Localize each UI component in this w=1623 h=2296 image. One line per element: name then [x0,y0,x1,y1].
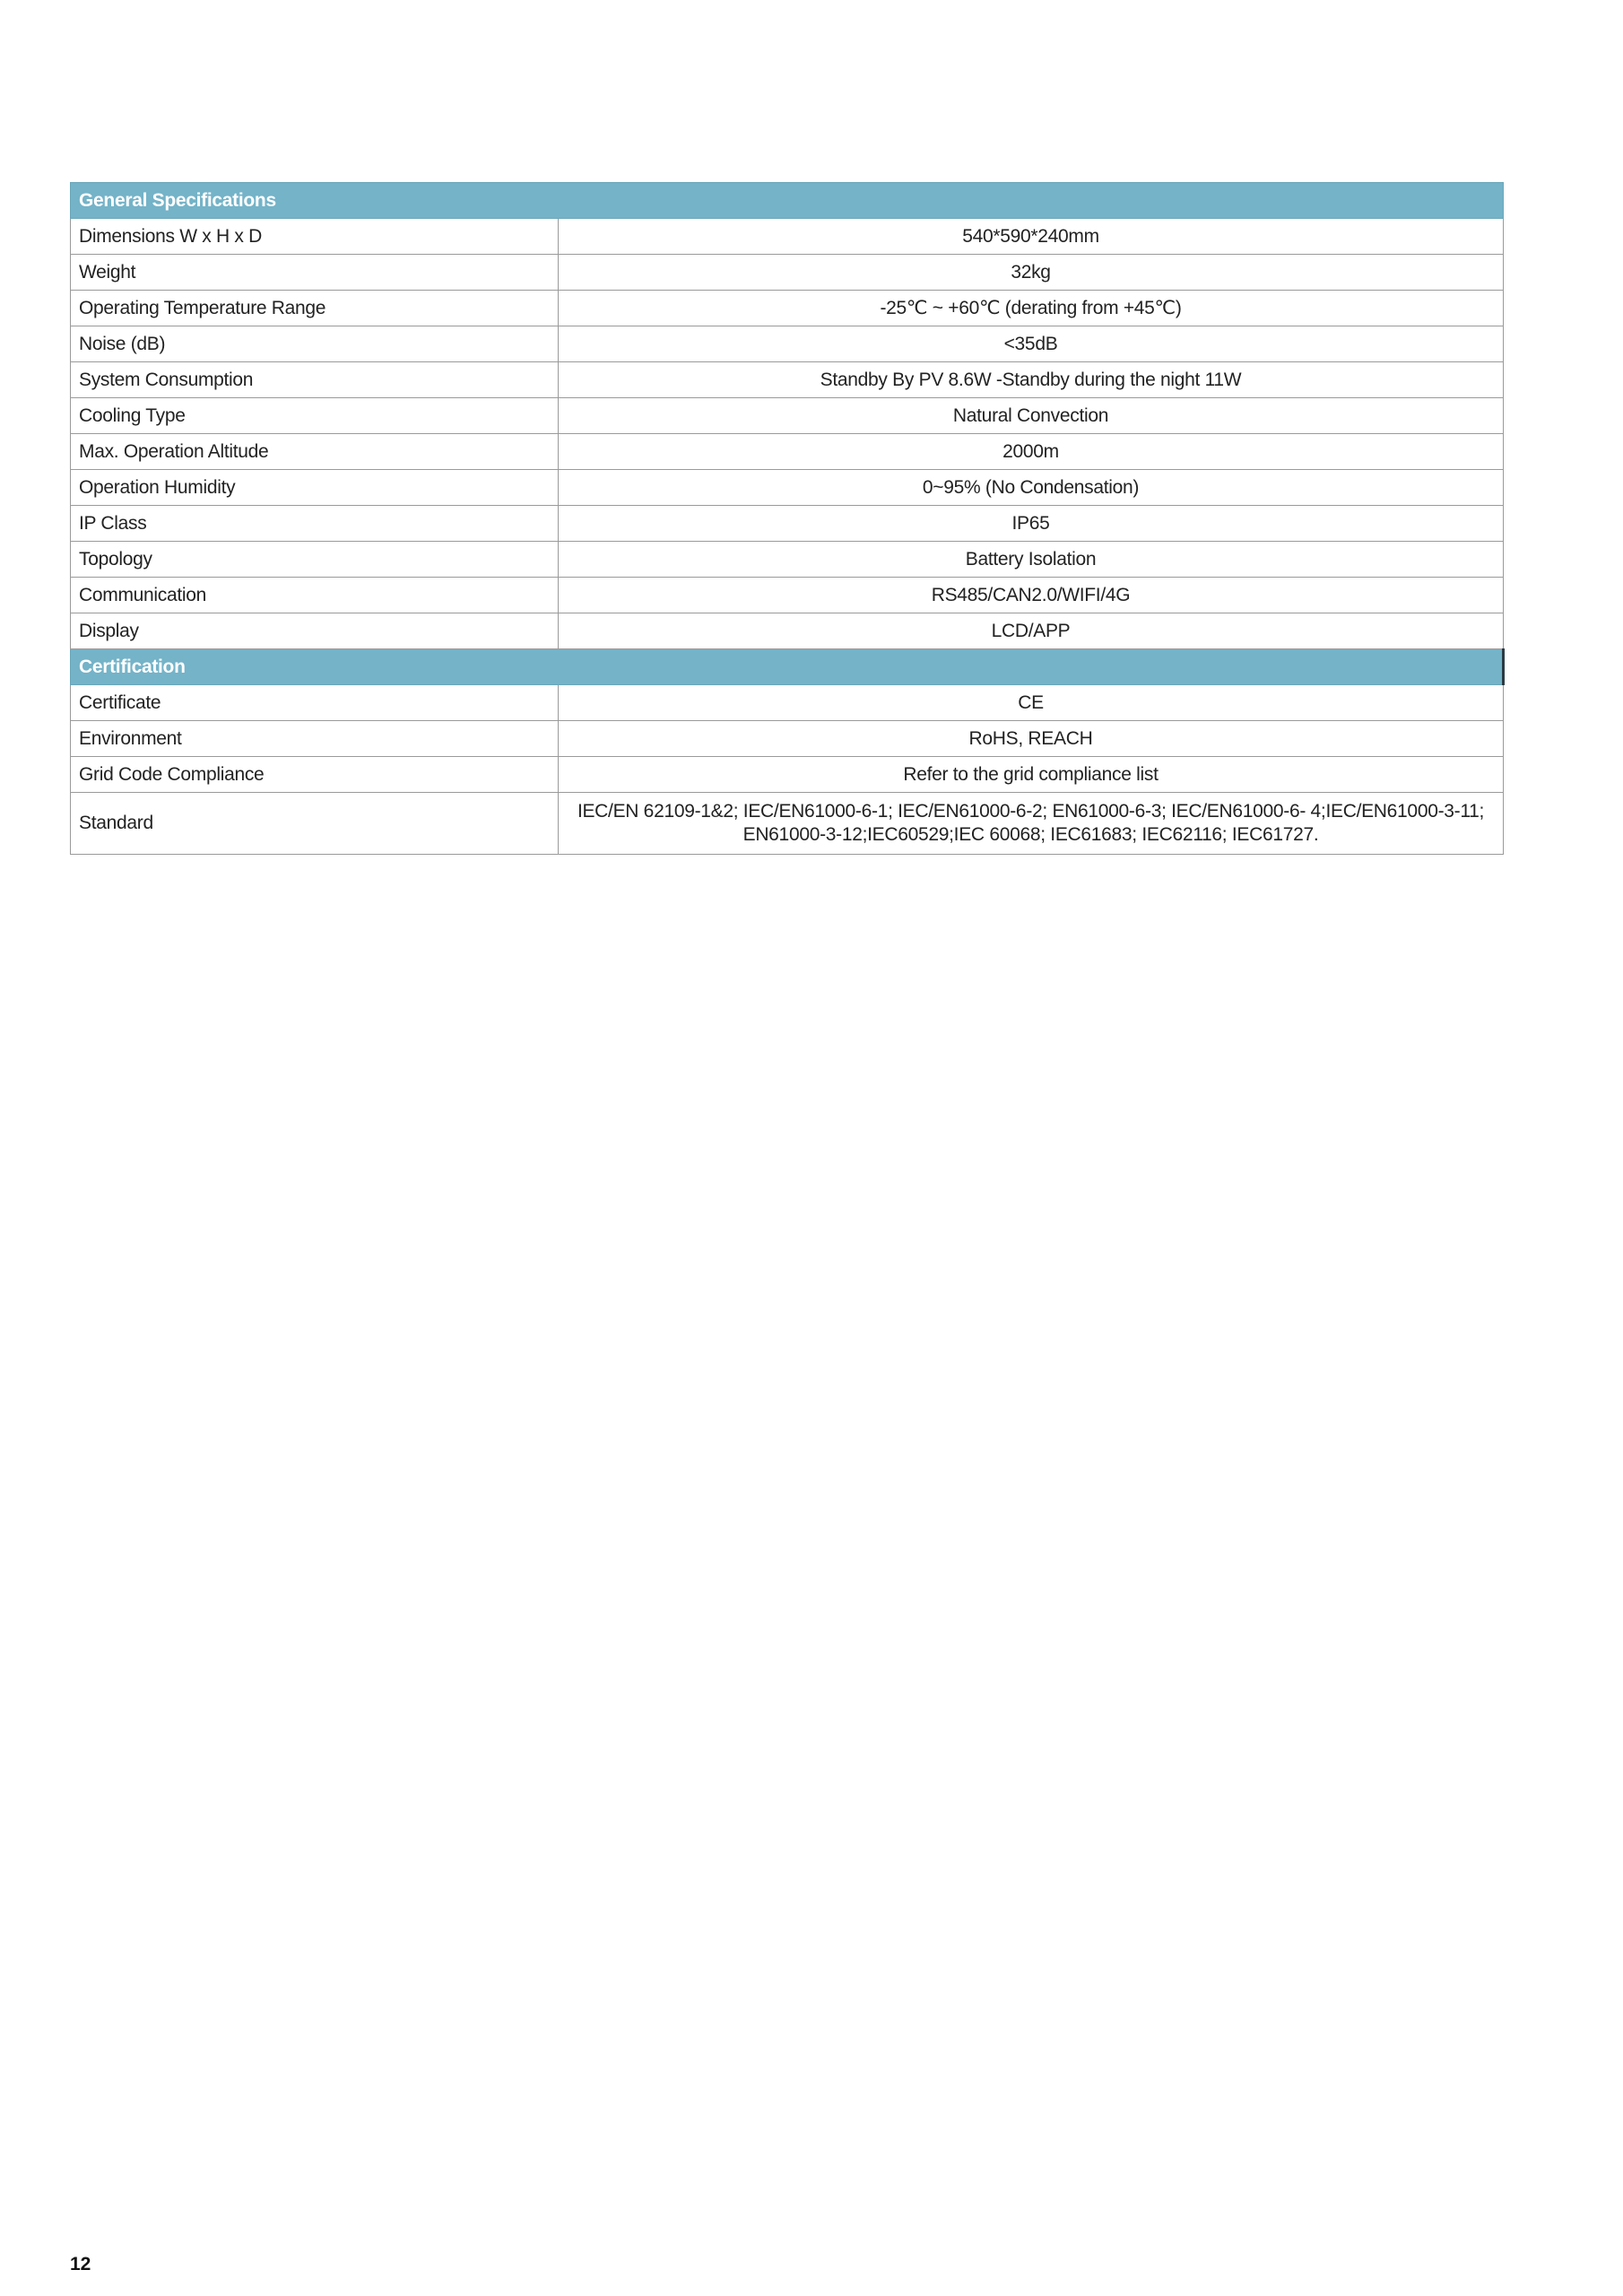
spec-row [71,362,1504,398]
standard-line-1: IEC/EN 62109-1&2; IEC/EN61000-6-1; IEC/EN61000-6-2; EN61000-6-3; IEC/EN61000-6- 4;IEC/EN61000-3-11; [577,801,1485,822]
specifications-table [70,182,1505,855]
spec-row [71,506,1504,542]
spec-value: CE [559,685,1504,721]
spec-label: Noise (dB) [71,326,559,362]
spec-row [71,434,1504,470]
spec-label: IP Class [71,506,559,542]
spec-row [71,255,1504,291]
spec-label: Operating Temperature Range [71,291,559,326]
section-header-certification [71,649,1504,685]
spec-value: 32kg [559,255,1504,291]
section-title: Certification [71,649,1504,685]
spec-label: Topology [71,542,559,578]
spec-value [559,793,1504,855]
spec-value: -25℃ ~ +60℃ (derating from +45℃) [559,291,1504,326]
spec-row [71,219,1504,255]
page-number: 12 [70,2254,91,2274]
spec-value: Battery Isolation [559,542,1504,578]
section-header-general [71,183,1504,219]
spec-value: Refer to the grid compliance list [559,757,1504,793]
spec-row [71,398,1504,434]
spec-row [71,578,1504,613]
spec-value: 0~95% (No Condensation) [559,470,1504,506]
spec-value: RS485/CAN2.0/WIFI/4G [559,578,1504,613]
spec-row [71,470,1504,506]
spec-label: Communication [71,578,559,613]
spec-label: Standard [71,793,559,855]
spec-label: Operation Humidity [71,470,559,506]
spec-label: System Consumption [71,362,559,398]
spec-value: Standby By PV 8.6W -Standby during the night 11W [559,362,1504,398]
spec-row [71,326,1504,362]
spec-value: Natural Convection [559,398,1504,434]
spec-label: Max. Operation Altitude [71,434,559,470]
spec-row [71,793,1504,855]
spec-label: Display [71,613,559,649]
spec-value: 540*590*240mm [559,219,1504,255]
spec-row [71,291,1504,326]
spec-row [71,685,1504,721]
spec-label: Environment [71,721,559,757]
spec-label: Dimensions W x H x D [71,219,559,255]
spec-label: Weight [71,255,559,291]
standard-line-2: EN61000-3-12;IEC60529;IEC 60068; IEC61683; IEC62116; IEC61727. [742,824,1319,845]
spec-row [71,721,1504,757]
section-title: General Specifications [71,183,1504,219]
spec-row [71,757,1504,793]
spec-value: RoHS, REACH [559,721,1504,757]
spec-value: LCD/APP [559,613,1504,649]
spec-label: Cooling Type [71,398,559,434]
spec-label: Certificate [71,685,559,721]
spec-label: Grid Code Compliance [71,757,559,793]
spec-value: <35dB [559,326,1504,362]
spec-value: 2000m [559,434,1504,470]
spec-row [71,542,1504,578]
spec-value: IP65 [559,506,1504,542]
spec-row [71,613,1504,649]
